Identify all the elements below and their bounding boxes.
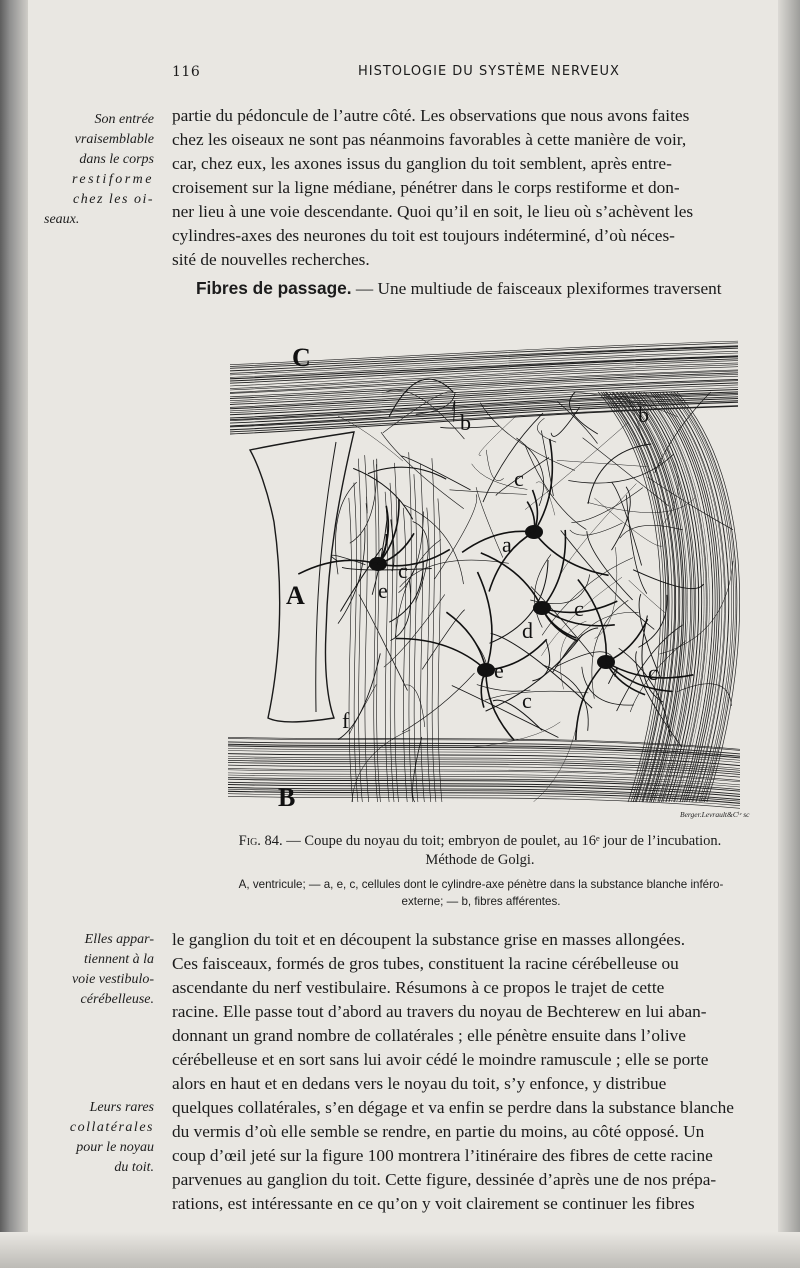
nerve-fiber xyxy=(587,531,633,600)
margin-note-line: chez les oi- xyxy=(73,192,154,207)
label-d: d xyxy=(522,618,533,643)
running-title: HISTOLOGIE DU SYSTÈME NERVEUX xyxy=(358,64,620,79)
margin-note-line: tiennent à la xyxy=(84,952,154,967)
nerve-fiber xyxy=(552,628,598,673)
margin-note-line: du toit. xyxy=(114,1160,154,1175)
neuron-dendrite xyxy=(542,530,565,608)
margin-note-line: Son entrée xyxy=(94,112,154,127)
text-line: coup d’œil jeté sur la figure 100 montrera l’itinéraire des fibres de cette racine xyxy=(172,1146,713,1165)
figure-legend xyxy=(182,876,780,910)
text-line: le ganglion du toit et en découpent la substance grise en masses allongées. xyxy=(172,930,686,949)
text-line xyxy=(196,276,786,301)
page-gutter-shadow xyxy=(0,0,28,1268)
label-f: f xyxy=(342,708,350,733)
label-c-left: c xyxy=(398,558,408,583)
margin-note-line: collatérales xyxy=(69,1120,154,1135)
neuron-cells xyxy=(298,439,693,740)
nerve-fiber xyxy=(592,600,628,699)
text-line: cylindres-axes des neurones du toit est toujours indéterminé, d’où néces- xyxy=(172,226,675,245)
neuron-dendrite xyxy=(478,572,492,670)
margin-note-line: voie vestibulo- xyxy=(71,972,154,987)
text-line: parvenues au ganglion du toit. Cette figure, dessinée d’après une de nos prépa- xyxy=(172,1170,717,1189)
text-line: ascendante du nerf vestibulaire. Résumons à ce propos le trajet de cette xyxy=(172,978,665,997)
page-header xyxy=(172,64,772,86)
ventricle-outline xyxy=(250,432,354,722)
nerve-fiber xyxy=(403,504,464,584)
nerve-fiber xyxy=(368,467,446,479)
text-line: donnant un grand nombre de collatérales ; elle pénètre ensuite dans l’olive xyxy=(172,1026,686,1045)
nerve-fiber xyxy=(401,456,471,490)
nerve-fiber xyxy=(349,685,376,735)
nerve-fiber xyxy=(571,488,642,523)
text-line: car, chez eux, les axones issus du ganglion du toit semblent, après entre- xyxy=(172,154,672,173)
label-a: a xyxy=(502,532,512,557)
nerve-fiber xyxy=(551,407,580,437)
nerve-fiber-vertical xyxy=(365,455,369,802)
margin-note-entry xyxy=(36,110,154,230)
margin-note-collaterals xyxy=(36,1098,154,1178)
text-line: du vermis d’où elle semble se rendre, en partie du moins, au côté opposé. Un xyxy=(172,1122,705,1141)
text-line: croisement sur la ligne médiane, pénétrer dans le corps restiforme et don- xyxy=(172,178,680,197)
margin-note-line: cérébelleuse. xyxy=(80,992,154,1007)
margin-note-line: seaux. xyxy=(44,212,80,227)
figure-84 xyxy=(228,332,740,828)
nerve-fiber xyxy=(557,460,647,466)
nerve-fiber-vertical xyxy=(358,459,362,802)
histology-drawing xyxy=(228,332,740,828)
label-c-right: c xyxy=(648,660,658,685)
nerve-fiber xyxy=(453,401,455,422)
margin-note-line: vraisemblable xyxy=(74,132,154,147)
page-bottom-shadow xyxy=(0,1232,800,1268)
nerve-fiber xyxy=(629,580,666,613)
text-line: racine. Elle passe tout d’abord au travers du noyau de Bechterew en lui aban- xyxy=(172,1002,707,1021)
text-line: quelques collatérales, s’en dégage et va enfin se perdre dans la substance blanche xyxy=(172,1098,734,1117)
nerve-fiber xyxy=(587,498,695,513)
label-e-lower: e xyxy=(494,658,504,683)
label-c-lower: c xyxy=(522,688,532,713)
neuron-dendrite xyxy=(378,549,450,565)
legend-line: externe; — b, fibres afférentes. xyxy=(401,895,561,908)
paragraph-passage xyxy=(196,276,786,301)
engraver-credit: Berger.Levrault&Cⁱᵉ sc xyxy=(680,810,750,819)
fiber-top xyxy=(230,399,738,427)
label-B: B xyxy=(278,783,296,812)
text-line: alors en haut et en dedans vers le noyau du toit, s’y enfonce, y distribue xyxy=(172,1074,667,1093)
margin-note-line: Elles appar- xyxy=(84,932,154,947)
neuron-dendrite xyxy=(534,532,609,575)
nerve-fiber-vertical xyxy=(354,483,358,802)
paragraph-top xyxy=(172,104,786,272)
label-c-middle: c xyxy=(574,596,584,621)
label-A: A xyxy=(286,581,305,610)
nerve-fiber xyxy=(612,482,642,565)
page-number: 116 xyxy=(172,64,201,80)
nerve-fiber-vertical xyxy=(438,499,442,803)
nerve-fiber xyxy=(588,444,651,504)
paragraph-bottom xyxy=(172,928,786,1216)
label-C: C xyxy=(292,343,311,372)
label-c-upper: c xyxy=(514,466,524,491)
nerve-fiber xyxy=(485,691,589,700)
text-line: rations, est intéressante en ce qu’on y voit clairement se continuer les fibres xyxy=(172,1194,695,1213)
caption-text: — Coupe du noyau du toit; embryon de poulet, au 16ᵉ jour de l’incubation. xyxy=(282,833,722,849)
text-line: sité de nouvelles recherches. xyxy=(172,250,370,269)
nerve-fiber xyxy=(537,418,556,442)
nerve-fiber xyxy=(342,567,432,570)
neuron-dendrite xyxy=(446,612,486,670)
text-line: chez les oiseaux ne sont pas néanmoins favorables à cette manière de voir, xyxy=(172,130,687,149)
nerve-fiber xyxy=(435,494,477,579)
margin-note-line: restiforme xyxy=(71,172,154,187)
nerve-fiber xyxy=(352,730,410,802)
fiber-arc xyxy=(628,392,691,802)
label-b-right: b xyxy=(638,402,649,427)
nerve-fiber-vertical xyxy=(390,483,394,802)
nerve-fiber xyxy=(359,595,408,691)
text-line: ner lieu à une voie descendante. Quoi qu’il en soit, le lieu où s’achèvent les xyxy=(172,202,694,221)
nerve-fiber xyxy=(570,523,623,535)
nerve-fiber-vertical xyxy=(414,474,418,802)
nerve-fiber xyxy=(390,580,410,640)
nerve-fiber xyxy=(648,477,733,530)
nerve-fiber xyxy=(582,667,634,705)
nerve-fiber xyxy=(532,640,549,681)
nerve-fiber xyxy=(486,450,503,481)
legend-line: A, ventricule; — a, e, c, cellules dont le cylindre-axe pénètre dans la substance blanche inféro- xyxy=(238,878,724,891)
nerve-fiber-vertical xyxy=(349,498,353,802)
neuron-dendrite xyxy=(462,531,534,552)
section-heading: Fibres de passage. xyxy=(196,278,352,298)
text-line: Ces faisceaux, formés de gros tubes, constituent la racine cérébelleuse ou xyxy=(172,954,679,973)
nerve-fiber-vertical xyxy=(376,464,380,802)
nerve-fiber xyxy=(384,594,445,667)
figure-caption xyxy=(180,832,780,870)
caption-line xyxy=(180,832,780,851)
text-line: cérébelleuse et en sort sans lui avoir cédé le moindre ramuscule ; elle se porte xyxy=(172,1050,709,1069)
caption-line: Méthode de Golgi. xyxy=(425,852,535,868)
nerve-fiber xyxy=(476,487,503,557)
margin-note-line: dans le corps xyxy=(79,152,154,167)
margin-note-vestibulo xyxy=(36,930,154,1010)
text-line: partie du pédoncule de l’autre côté. Les observations que nous avons faites xyxy=(172,106,690,125)
margin-note-line: pour le noyau xyxy=(76,1140,154,1155)
figure-label: Fig. 84. xyxy=(238,833,283,849)
neuron-dendrite xyxy=(576,662,606,740)
label-b-left: b xyxy=(460,410,471,435)
margin-note-line: Leurs rares xyxy=(89,1100,154,1115)
section-text: — Une multiude de faisceaux plexiformes traversent xyxy=(351,279,722,298)
nerve-fiber-vertical xyxy=(432,458,436,802)
label-e-left: e xyxy=(378,578,388,603)
nerve-fiber xyxy=(381,432,464,509)
